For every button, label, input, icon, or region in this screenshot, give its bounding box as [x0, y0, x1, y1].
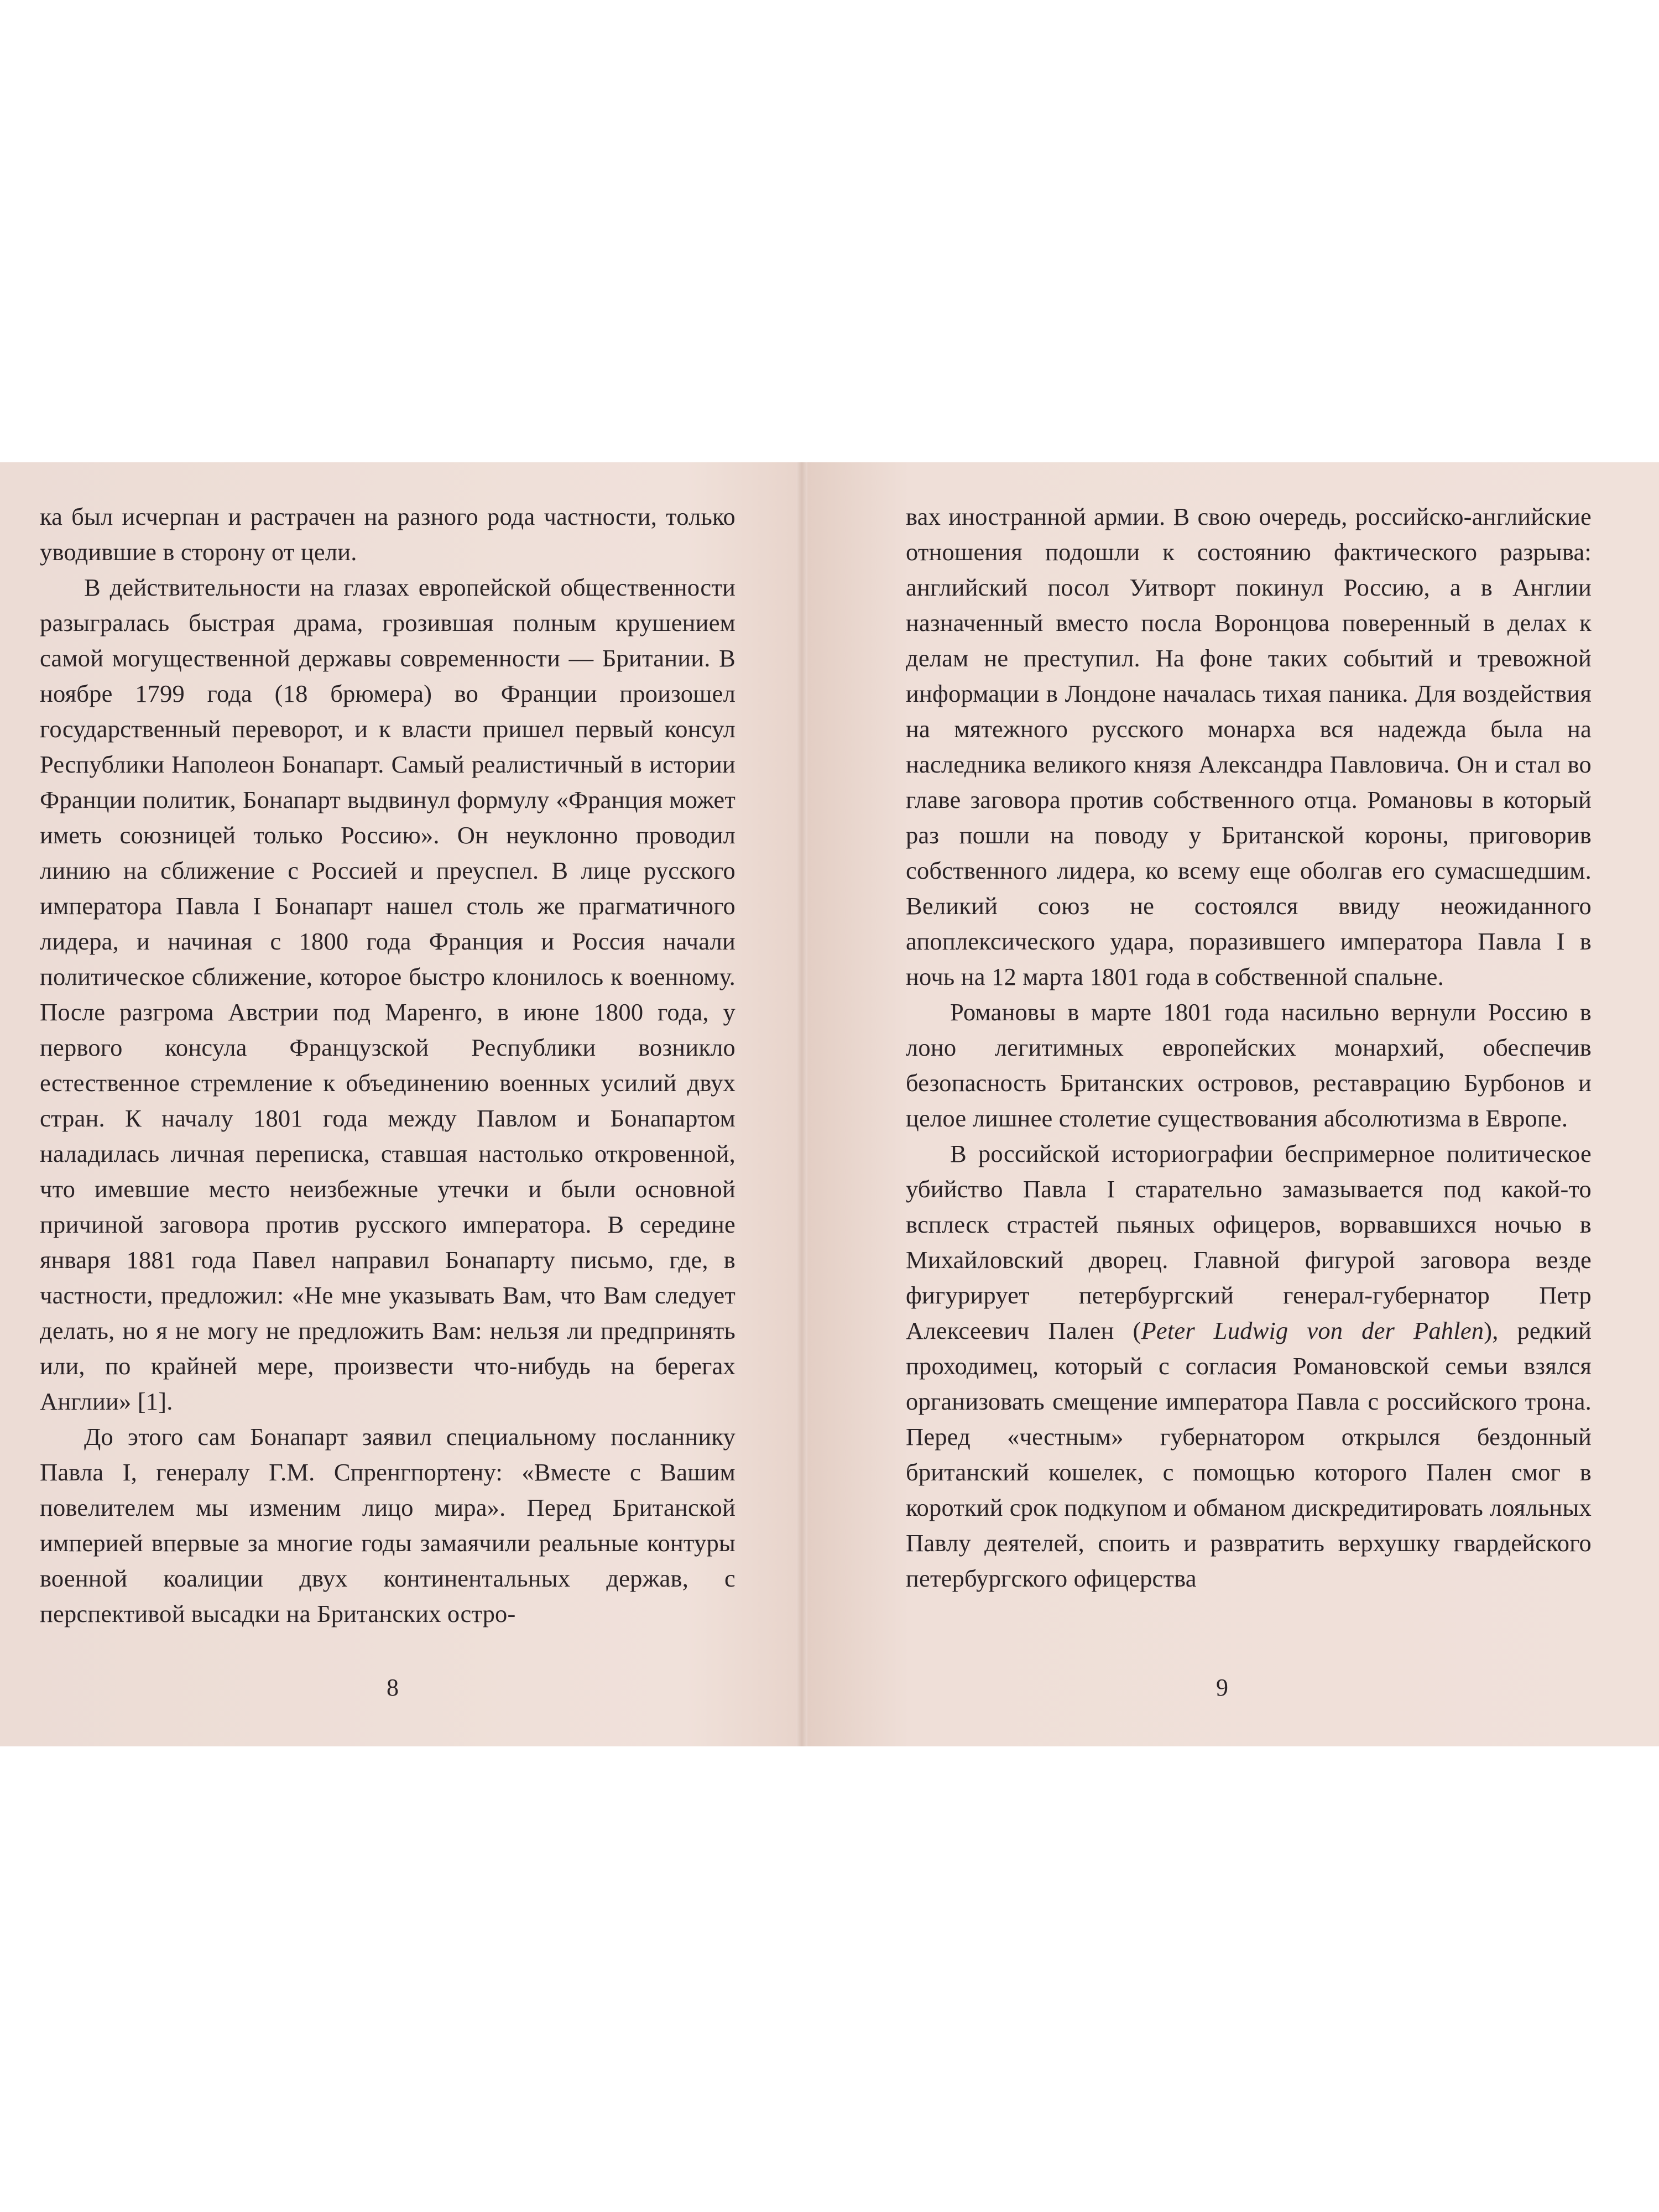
right-page [807, 462, 1659, 1746]
paragraph-text: ), редкий проходимец, который с согласия Романовской семьи взялся организовать смещение императора Павла с российского трона. Перед «честным» губернатором открылся бездонный британский кошелек, с помощью которого Пален смог в короткий срок подкупом и обманом дискредитировать лояльных Павлу деятелей, споить и развратить верхушку гвардейского петербургского офицерства [906, 1317, 1592, 1592]
left-page-text [40, 499, 735, 1631]
paragraph: Романовы в марте 1801 года насильно вернули Россию в лоно легитимных европейских монархий, обеспечив безопасность Британских островов, реставрацию Бурбонов и целое лишнее столетие существования абсолютизма в Европе. [906, 998, 1592, 1132]
paragraph: ка был исчерпан и растрачен на разного рода частности, только уводившие в сторону от цели. [40, 503, 735, 566]
book-spread [0, 462, 1659, 1746]
book-gutter [796, 462, 807, 1746]
paragraph [906, 1136, 1592, 1596]
paragraph: До этого сам Бонапарт заявил специальному посланнику Павла I, генералу Г.М. Спренгпортену: «Вместе с Вашим повелителем мы изменим лицо мира». Перед Британской империей впервые за многие годы замаячили реальные контуры военной коалиции двух континентальных держав, с перспективой высадки на Британских остро- [40, 1423, 735, 1627]
left-page [0, 462, 807, 1746]
page-number: 9 [1216, 1674, 1228, 1701]
italic-name: Peter Ludwig von der Pahlen [1141, 1317, 1484, 1344]
paragraph: В действительности на глазах европейской общественности разыгралась быстрая драма, грозившая полным крушением самой могущественной державы современности — Британии. В ноябре 1799 года (18 брюмера) во Франции произошел государственный переворот, и к власти пришел первый консул Республики Наполеон Бонапарт. Самый реалистичный в истории Франции политик, Бонапарт выдвинул формулу «Франция может иметь союзницей только Россию». Он неуклонно проводил линию на сближение с Россией и преуспел. В лице русского императора Павла I Бонапарт нашел столь же прагматичного лидера, и начиная с 1800 года Франция и Россия начали политическое сближение, которое быстро клонилось к военному. После разгрома Австрии под Маренго, в июне 1800 года, у первого консула Французской Республики возникло естественное стремление к объединению военных усилий двух стран. К началу 1801 года между Павлом и Бонапартом наладилась личная переписка, ставшая настолько откровенной, что имевшие место неизбежные утечки и были основной причиной заговора против русского императора. В середине января 1881 года Павел направил Бонапарту письмо, где, в частности, предложил: «Не мне указывать Вам, что Вам следует делать, но я не могу не предложить Вам: нельзя ли предпринять или, по крайней мере, произвести что-нибудь на берегах Англии» [1]. [40, 573, 735, 1415]
page-number: 8 [387, 1674, 399, 1701]
paragraph-text: В российской историографии беспримерное политическое убийство Павла I старательно замазывается под какой-то всплеск страстей пьяных офицеров, ворвавшихся ночью в Михайловский дворец. Главной фигурой заговора везде фигурирует петербургский генерал-губернатор Петр Алексеевич Пален ( [906, 1140, 1592, 1344]
right-page-text [906, 499, 1592, 1596]
paragraph: вах иностранной армии. В свою очередь, российско-английские отношения подошли к состоянию фактического разрыва: английский посол Уитворт покинул Россию, а в Англии назначенный вместо посла Воронцова поверенный в делах к делам не преступил. На фоне таких событий и тревожной информации в Лондоне началась тихая паника. Для воздействия на мятежного русского монарха вся надежда была на наследника великого князя Александра Павловича. Он и стал во главе заговора против собственного отца. Романовы в который раз пошли на поводу у Британской короны, приговорив собственного лидера, ко всему еще оболгав его сумасшедшим. Великий союз не состоялся ввиду неожиданного апоплексического удара, поразившего императора Павла I в ночь на 12 марта 1801 года в собственной спальне. [906, 503, 1592, 990]
